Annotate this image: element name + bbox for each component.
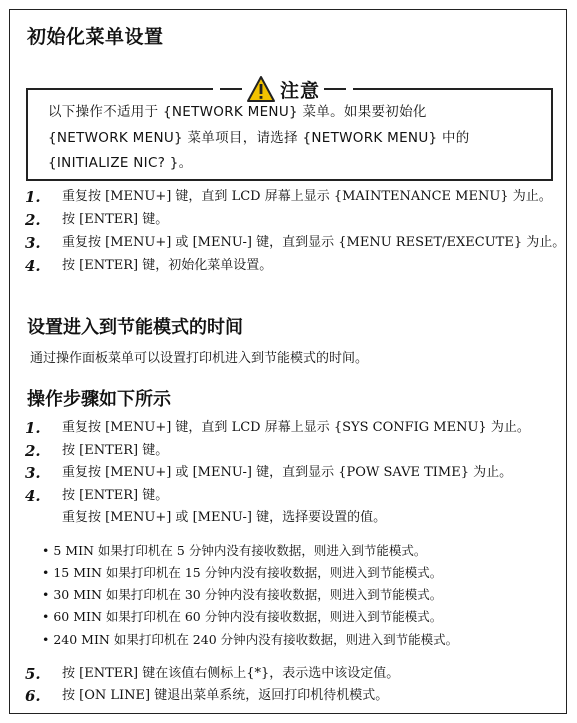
step-text: 按 [ENTER] 键，初始化菜单设置。	[62, 258, 273, 273]
step-text: 按 [ENTER] 键在该值右侧标上{*}，表示选中该设定值。	[62, 666, 400, 681]
section-subtitle-steps: 操作步骤如下所示	[27, 389, 171, 410]
step-row	[0, 256, 577, 276]
option-list-item: • 60 MIN 如果打印机在 60 分钟内没有接收数据，则进入到节能模式。	[42, 609, 443, 624]
step-row	[0, 233, 577, 253]
note-title: 注意	[279, 79, 320, 102]
section-title-init-menu: 初始化菜单设置	[27, 26, 164, 48]
step-row	[0, 463, 577, 483]
step-text: 按 [ENTER] 键。	[62, 212, 169, 227]
step-number: 4.	[25, 257, 41, 275]
step-number: 6.	[25, 687, 41, 705]
step-row	[0, 441, 577, 461]
step-text: 按 [ENTER] 键。	[62, 443, 169, 458]
step-text: 按 [ON LINE] 键退出菜单系统，返回打印机待机模式。	[62, 688, 389, 703]
step-number: 1.	[25, 188, 41, 206]
step-row	[0, 664, 577, 684]
step-text: 重复按 [MENU+] 或 [MENU-] 键，直到显示 {POW SAVE TIME} 为止。	[62, 465, 513, 480]
step-text: 重复按 [MENU+] 或 [MENU-] 键，选择要设置的值。	[62, 510, 387, 525]
note-header-dash-left	[220, 88, 242, 90]
step-number: 2.	[25, 442, 41, 460]
step-text: 重复按 [MENU+] 键，直到 LCD 屏幕上显示 {SYS CONFIG MENU} 为止。	[62, 420, 530, 435]
step-number: 3.	[25, 464, 41, 482]
step-row	[0, 686, 577, 706]
note-header-dash-right	[324, 88, 346, 90]
step-number: 2.	[25, 211, 41, 229]
section-title-power-save: 设置进入到节能模式的时间	[27, 317, 243, 338]
note-header	[213, 74, 353, 104]
step-row	[0, 210, 577, 230]
step-text: 按 [ENTER] 键。	[62, 488, 169, 503]
option-list-item: • 240 MIN 如果打印机在 240 分钟内没有接收数据，则进入到节能模式。	[42, 632, 459, 647]
step-text: 重复按 [MENU+] 或 [MENU-] 键，直到显示 {MENU RESET/EXECUTE} 为止。	[62, 235, 566, 250]
step-row	[0, 187, 577, 207]
option-list-item: • 5 MIN 如果打印机在 5 分钟内没有接收数据，则进入到节能模式。	[42, 543, 427, 558]
step-number: 3.	[25, 234, 41, 252]
step-number: 5.	[25, 665, 41, 683]
note-line-1: 以下操作不适用于 {NETWORK MENU} 菜单。如果要初始化	[48, 104, 427, 120]
step-row	[0, 486, 577, 506]
section-intro: 通过操作面板菜单可以设置打印机进入到节能模式的时间。	[30, 351, 369, 366]
step-text: 重复按 [MENU+] 键，直到 LCD 屏幕上显示 {MAINTENANCE MENU} 为止。	[62, 189, 552, 204]
option-list-item: • 30 MIN 如果打印机在 30 分钟内没有接收数据，则进入到节能模式。	[42, 587, 443, 602]
step-number: 4.	[25, 487, 41, 505]
option-list-item: • 15 MIN 如果打印机在 15 分钟内没有接收数据，则进入到节能模式。	[42, 565, 443, 580]
step-number: 1.	[25, 419, 41, 437]
warning-triangle-icon	[246, 75, 276, 103]
step-continuation	[0, 508, 577, 528]
step-row	[0, 418, 577, 438]
note-line-2: {NETWORK MENU} 菜单项目，请选择 {NETWORK MENU} 中的	[48, 130, 470, 146]
note-line-3: {INITIALIZE NIC? }。	[48, 155, 193, 171]
